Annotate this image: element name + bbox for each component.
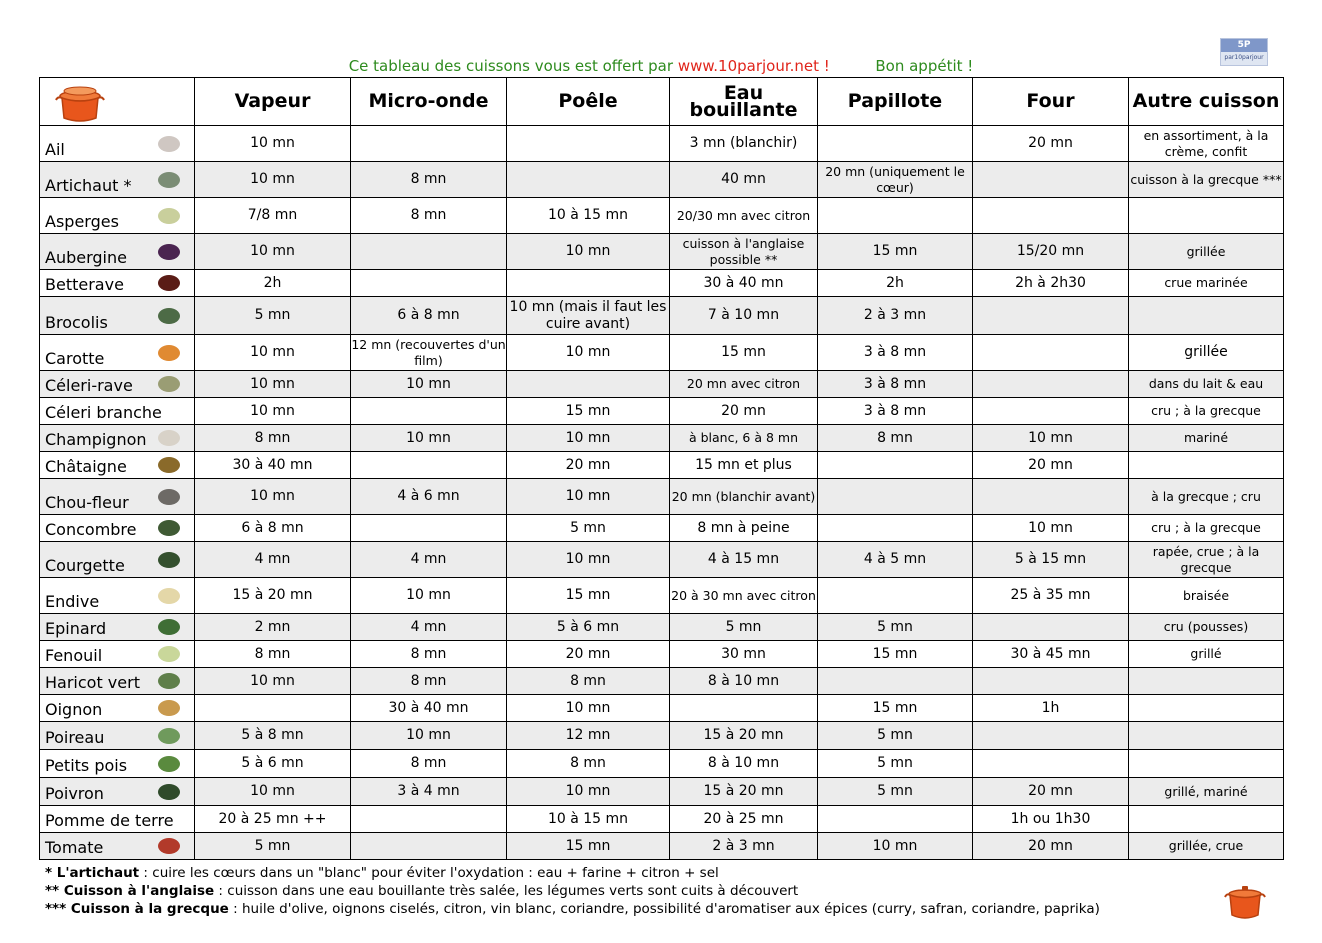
cooking-time-cell <box>351 452 507 479</box>
table-header-row <box>40 78 1284 126</box>
footnote-text: : cuisson dans une eau bouillante très salée, les légumes verts sont cuits à découvert <box>214 883 799 899</box>
cooking-time-cell: 2h à 2h30 <box>973 270 1129 297</box>
cooking-time-cell <box>1129 722 1284 750</box>
cooking-time-cell <box>973 614 1129 641</box>
vegetable-cell <box>40 198 195 234</box>
table-row <box>40 126 1284 162</box>
cooking-time-cell: 10 mn <box>195 398 351 425</box>
vegetable-cell <box>40 425 195 452</box>
pepper-icon <box>158 784 180 800</box>
cooking-time-cell <box>351 515 507 542</box>
cooking-time-cell: 10 mn <box>351 578 507 614</box>
pot-header-cell <box>40 78 195 126</box>
table-row <box>40 750 1284 778</box>
chestnut-icon <box>158 457 180 473</box>
vegetable-cell <box>40 542 195 578</box>
tomato-icon <box>158 838 180 854</box>
cooking-time-cell: 10 mn <box>973 515 1129 542</box>
column-header-micro-onde: Micro-onde <box>351 78 507 126</box>
cooking-time-cell: grillée <box>1129 335 1284 371</box>
cooking-time-cell: 10 mn <box>351 371 507 398</box>
cooking-time-cell: 15 mn <box>670 335 818 371</box>
logo <box>1220 38 1268 66</box>
cooking-time-cell: 8 à 10 mn <box>670 668 818 695</box>
table-row <box>40 806 1284 833</box>
cooking-time-cell <box>818 806 973 833</box>
table-row <box>40 542 1284 578</box>
vegetable-name: Châtaigne <box>45 457 127 476</box>
vegetable-cell <box>40 371 195 398</box>
cooking-time-cell: 15 mn <box>818 234 973 270</box>
cooking-time-cell <box>351 126 507 162</box>
zucchini-icon <box>158 552 180 568</box>
cooking-time-cell: 5 mn <box>818 750 973 778</box>
cooking-time-cell: grillé <box>1129 641 1284 668</box>
cooking-time-cell: 2h <box>195 270 351 297</box>
cooking-time-cell: 10 mn <box>195 778 351 806</box>
table-row <box>40 398 1284 425</box>
cooking-time-cell <box>351 234 507 270</box>
vegetable-name: Aubergine <box>45 248 127 267</box>
vegetable-cell <box>40 806 195 833</box>
cooking-time-cell <box>818 479 973 515</box>
cooking-time-cell: 10 mn <box>195 126 351 162</box>
cooking-time-cell: braisée <box>1129 578 1284 614</box>
leek-icon <box>158 728 180 744</box>
cooking-time-cell: 4 mn <box>195 542 351 578</box>
cooking-time-cell: 3 à 8 mn <box>818 335 973 371</box>
cooking-time-cell <box>1129 198 1284 234</box>
table-row <box>40 515 1284 542</box>
vegetable-cell <box>40 833 195 860</box>
cooking-time-cell <box>973 162 1129 198</box>
cooking-time-cell: 20 à 25 mn <box>670 806 818 833</box>
header-line <box>0 57 1322 75</box>
footnote-artichaut <box>45 864 1100 882</box>
cooking-time-cell: 7 à 10 mn <box>670 297 818 335</box>
cooking-time-cell: 10 mn <box>351 425 507 452</box>
onion-icon <box>158 700 180 716</box>
cooking-time-cell: 4 mn <box>351 614 507 641</box>
cooking-time-cell: 10 mn <box>351 722 507 750</box>
cooking-time-cell: 6 à 8 mn <box>195 515 351 542</box>
vegetable-cell <box>40 126 195 162</box>
cooking-time-cell: 40 mn <box>670 162 818 198</box>
vegetable-name: Céleri branche <box>45 403 162 422</box>
header-prefix: Ce tableau des cuissons vous est offert par <box>348 57 674 75</box>
vegetable-name: Artichaut * <box>45 176 132 195</box>
cooking-time-cell <box>1129 668 1284 695</box>
cooking-time-cell: 8 mn <box>351 641 507 668</box>
cooking-time-cell: dans du lait & eau <box>1129 371 1284 398</box>
cooking-time-cell <box>973 750 1129 778</box>
cooking-time-cell: 5 à 6 mn <box>195 750 351 778</box>
cooking-time-cell: 20 à 25 mn ++ <box>195 806 351 833</box>
cooking-time-cell: 8 mn à peine <box>670 515 818 542</box>
cooking-time-cell: 15 à 20 mn <box>670 778 818 806</box>
table-row <box>40 722 1284 750</box>
vegetable-name: Petits pois <box>45 756 128 775</box>
cooking-time-cell <box>351 398 507 425</box>
cooking-time-cell: grillée, crue <box>1129 833 1284 860</box>
column-header-autre-cuisson: Autre cuisson <box>1129 78 1284 126</box>
cooking-time-cell: 3 à 8 mn <box>818 371 973 398</box>
vegetable-name: Chou-fleur <box>45 493 129 512</box>
carrot-icon <box>158 345 180 361</box>
cooking-time-cell: rapée, crue ; à la grecque <box>1129 542 1284 578</box>
cooking-time-cell: 8 mn <box>351 668 507 695</box>
cooking-time-cell: cru (pousses) <box>1129 614 1284 641</box>
column-header-poele: Poêle <box>507 78 670 126</box>
cooking-table <box>39 77 1284 860</box>
cooking-time-cell: 7/8 mn <box>195 198 351 234</box>
artichoke-icon <box>158 172 180 188</box>
table-row <box>40 425 1284 452</box>
vegetable-name: Champignon <box>45 430 147 449</box>
cooking-time-cell: 15/20 mn <box>973 234 1129 270</box>
vegetable-cell <box>40 270 195 297</box>
cooking-time-cell: 15 à 20 mn <box>195 578 351 614</box>
table-row <box>40 668 1284 695</box>
cooking-pot-icon <box>1222 882 1268 922</box>
cooking-time-cell: 8 mn <box>195 425 351 452</box>
vegetable-cell <box>40 614 195 641</box>
cooking-time-cell: 1h ou 1h30 <box>973 806 1129 833</box>
cooking-time-cell <box>973 722 1129 750</box>
cooking-time-cell <box>351 270 507 297</box>
cooking-time-cell <box>818 668 973 695</box>
cooking-time-cell: 10 mn <box>507 335 670 371</box>
cooking-time-cell: 2 mn <box>195 614 351 641</box>
table-row <box>40 452 1284 479</box>
cooking-time-cell: 20 mn <box>670 398 818 425</box>
cooking-time-cell: 8 mn <box>351 162 507 198</box>
cooking-time-cell: 8 mn <box>507 750 670 778</box>
column-header-papillote: Papillote <box>818 78 973 126</box>
cooking-time-cell <box>818 452 973 479</box>
cooking-time-cell: grillée <box>1129 234 1284 270</box>
vegetable-name: Tomate <box>45 838 104 857</box>
cooking-time-cell: 15 mn <box>507 578 670 614</box>
vegetable-cell <box>40 479 195 515</box>
table-row <box>40 198 1284 234</box>
table-row <box>40 778 1284 806</box>
cooking-time-cell <box>507 126 670 162</box>
table-row <box>40 234 1284 270</box>
cooking-time-cell: 5 mn <box>670 614 818 641</box>
cooking-time-cell: 8 à 10 mn <box>670 750 818 778</box>
table-row <box>40 297 1284 335</box>
cooking-time-cell: 3 à 4 mn <box>351 778 507 806</box>
cooking-time-cell: 10 mn <box>507 778 670 806</box>
cooking-time-cell: en assortiment, à la crème, confit <box>1129 126 1284 162</box>
footnote-anglaise <box>45 882 1100 900</box>
mushroom-icon <box>158 430 180 446</box>
cooking-time-cell <box>195 695 351 722</box>
table-row <box>40 695 1284 722</box>
cooking-time-cell: 10 mn <box>507 479 670 515</box>
cooking-time-cell <box>818 515 973 542</box>
vegetable-cell <box>40 695 195 722</box>
vegetable-cell <box>40 641 195 668</box>
vegetable-name: Pomme de terre <box>45 811 174 830</box>
vegetable-name: Endive <box>45 592 100 611</box>
broccoli-icon <box>158 308 180 324</box>
vegetable-cell <box>40 335 195 371</box>
cooking-time-cell: 20 mn <box>973 778 1129 806</box>
cooking-time-cell: 3 mn (blanchir) <box>670 126 818 162</box>
vegetable-cell <box>40 778 195 806</box>
cooking-time-cell: 20 mn <box>973 126 1129 162</box>
cooking-time-cell: cru ; à la grecque <box>1129 515 1284 542</box>
cooking-time-cell <box>507 371 670 398</box>
vegetable-name: Oignon <box>45 700 103 719</box>
footnote-text: : cuire les cœurs dans un "blanc" pour éviter l'oxydation : eau + farine + citron + sel <box>139 865 719 881</box>
table-row <box>40 162 1284 198</box>
vegetable-name: Courgette <box>45 556 125 575</box>
cooking-time-cell: 10 mn <box>973 425 1129 452</box>
cooking-pot-icon <box>52 82 108 124</box>
vegetable-cell <box>40 162 195 198</box>
cooking-time-cell: 10 mn (mais il faut les cuire avant) <box>507 297 670 335</box>
cooking-time-cell: 25 à 35 mn <box>973 578 1129 614</box>
cooking-time-cell <box>1129 452 1284 479</box>
cooking-time-cell <box>1129 750 1284 778</box>
cooking-time-cell: 4 à 5 mn <box>818 542 973 578</box>
footnote-label: *** Cuisson à la grecque <box>45 901 229 917</box>
cooking-time-cell: 20 mn (blanchir avant) <box>670 479 818 515</box>
cooking-time-cell: 10 mn <box>507 234 670 270</box>
vegetable-cell <box>40 515 195 542</box>
cooking-time-cell: 30 à 40 mn <box>670 270 818 297</box>
cooking-time-cell: 5 mn <box>818 614 973 641</box>
eggplant-icon <box>158 244 180 260</box>
vegetable-name: Haricot vert <box>45 673 140 692</box>
spinach-icon <box>158 619 180 635</box>
footnote-grecque <box>45 900 1100 918</box>
cooking-time-cell: 8 mn <box>507 668 670 695</box>
cooking-time-cell <box>973 198 1129 234</box>
footnote-label: * L'artichaut <box>45 865 140 881</box>
vegetable-name: Betterave <box>45 275 124 294</box>
vegetable-name: Carotte <box>45 349 105 368</box>
cooking-time-cell: 2h <box>818 270 973 297</box>
logo-bottom: par10parjour <box>1224 54 1264 61</box>
cooking-time-cell: 8 mn <box>351 198 507 234</box>
cooking-time-cell: 5 mn <box>195 297 351 335</box>
cooking-time-cell <box>818 126 973 162</box>
cooking-time-cell: 5 à 15 mn <box>973 542 1129 578</box>
vegetable-name: Asperges <box>45 212 119 231</box>
cooking-time-cell: 10 mn <box>195 668 351 695</box>
cooking-time-cell: crue marinée <box>1129 270 1284 297</box>
cooking-time-cell <box>818 578 973 614</box>
cooking-time-cell: 8 mn <box>195 641 351 668</box>
cooking-time-cell: 3 à 8 mn <box>818 398 973 425</box>
cooking-time-cell: 12 mn (recouvertes d'un film) <box>351 335 507 371</box>
cooking-time-cell <box>1129 297 1284 335</box>
cooking-time-cell <box>818 198 973 234</box>
cooking-time-cell: 5 à 6 mn <box>507 614 670 641</box>
cooking-time-cell: 6 à 8 mn <box>351 297 507 335</box>
cooking-time-cell <box>973 335 1129 371</box>
cooking-time-cell: 15 mn <box>818 641 973 668</box>
cooking-time-cell: 10 mn <box>195 335 351 371</box>
cooking-time-cell: 5 mn <box>195 833 351 860</box>
green-bean-icon <box>158 673 180 689</box>
cooking-time-cell <box>507 162 670 198</box>
cooking-time-cell <box>351 833 507 860</box>
cooking-time-cell: 20 mn avec citron <box>670 371 818 398</box>
vegetable-cell <box>40 452 195 479</box>
cooking-time-cell: 5 à 8 mn <box>195 722 351 750</box>
vegetable-cell <box>40 578 195 614</box>
cooking-time-cell: grillé, mariné <box>1129 778 1284 806</box>
cooking-time-cell: mariné <box>1129 425 1284 452</box>
column-header-vapeur: Vapeur <box>195 78 351 126</box>
vegetable-cell <box>40 234 195 270</box>
celeriac-icon <box>158 376 180 392</box>
table-body <box>40 126 1284 860</box>
cooking-time-cell <box>973 371 1129 398</box>
vegetable-name: Fenouil <box>45 646 103 665</box>
cooking-time-cell: 10 mn <box>507 425 670 452</box>
cooking-time-cell: 15 mn et plus <box>670 452 818 479</box>
header-site-link[interactable]: www.10parjour.net ! <box>677 57 830 75</box>
table-row <box>40 833 1284 860</box>
vegetable-name: Céleri-rave <box>45 376 133 395</box>
footnote-label: ** Cuisson à l'anglaise <box>45 883 215 899</box>
table-row <box>40 578 1284 614</box>
cooking-time-cell <box>1129 806 1284 833</box>
cooking-time-cell: cuisson à l'anglaise possible ** <box>670 234 818 270</box>
cooking-time-cell: 10 mn <box>818 833 973 860</box>
cooking-time-cell <box>973 297 1129 335</box>
table-row <box>40 479 1284 515</box>
cooking-time-cell: 5 mn <box>507 515 670 542</box>
garlic-icon <box>158 136 180 152</box>
cooking-time-cell: 4 à 6 mn <box>351 479 507 515</box>
vegetable-cell <box>40 668 195 695</box>
logo-top: 5P <box>1221 39 1267 52</box>
cooking-time-cell: 20 mn <box>973 833 1129 860</box>
cooking-time-cell: 5 mn <box>818 722 973 750</box>
cooking-time-cell: 4 à 15 mn <box>670 542 818 578</box>
beetroot-icon <box>158 275 180 291</box>
cooking-time-cell: 10 à 15 mn <box>507 198 670 234</box>
table-row <box>40 641 1284 668</box>
cooking-time-cell: 20 mn <box>507 641 670 668</box>
cooking-time-cell: 30 mn <box>670 641 818 668</box>
vegetable-cell <box>40 750 195 778</box>
table-row <box>40 335 1284 371</box>
cooking-time-cell <box>973 398 1129 425</box>
cooking-time-cell: 8 mn <box>818 425 973 452</box>
vegetable-name: Epinard <box>45 619 107 638</box>
cooking-time-cell: 15 mn <box>818 695 973 722</box>
cooking-time-cell: 1h <box>973 695 1129 722</box>
cooking-time-cell: 15 mn <box>507 833 670 860</box>
cooking-time-cell: cru ; à la grecque <box>1129 398 1284 425</box>
vegetable-name: Poireau <box>45 728 105 747</box>
header-greeting: Bon appétit ! <box>875 57 974 75</box>
cooking-time-cell: 10 mn <box>507 542 670 578</box>
cooking-time-cell: 30 à 40 mn <box>351 695 507 722</box>
cooking-time-cell: 20 mn <box>973 452 1129 479</box>
cooking-time-cell: 2 à 3 mn <box>818 297 973 335</box>
cooking-time-cell <box>351 806 507 833</box>
footnote-text: : huile d'olive, oignons ciselés, citron, vin blanc, coriandre, possibilité d'aromatiser aux épices (curry, safran, coriandre, paprika) <box>228 901 1100 917</box>
table-row <box>40 270 1284 297</box>
cooking-time-cell: 20 à 30 mn avec citron <box>670 578 818 614</box>
cooking-time-cell <box>507 270 670 297</box>
column-header-four: Four <box>973 78 1129 126</box>
cooking-time-cell: 20 mn (uniquement le cœur) <box>818 162 973 198</box>
cooking-time-cell: cuisson à la grecque *** <box>1129 162 1284 198</box>
cooking-time-cell <box>670 695 818 722</box>
cooking-time-cell <box>973 668 1129 695</box>
vegetable-cell <box>40 722 195 750</box>
cooking-time-cell: 30 à 40 mn <box>195 452 351 479</box>
cooking-time-cell: 10 à 15 mn <box>507 806 670 833</box>
footnotes <box>45 864 1100 918</box>
vegetable-name: Concombre <box>45 520 137 539</box>
cooking-time-cell: 12 mn <box>507 722 670 750</box>
endive-icon <box>158 588 180 604</box>
vegetable-cell <box>40 297 195 335</box>
cooking-time-cell: 10 mn <box>195 371 351 398</box>
cooking-time-cell: 30 à 45 mn <box>973 641 1129 668</box>
cooking-time-cell: 10 mn <box>195 479 351 515</box>
cooking-time-cell: 10 mn <box>195 162 351 198</box>
cooking-time-cell: 20/30 mn avec citron <box>670 198 818 234</box>
cooking-time-cell: 10 mn <box>507 695 670 722</box>
vegetable-cell <box>40 398 195 425</box>
table-row <box>40 614 1284 641</box>
fennel-icon <box>158 646 180 662</box>
cooking-time-cell: 15 mn <box>507 398 670 425</box>
cauliflower-icon <box>158 489 180 505</box>
cooking-time-cell: à la grecque ; cru <box>1129 479 1284 515</box>
cooking-time-cell <box>973 479 1129 515</box>
cooking-time-cell <box>1129 695 1284 722</box>
cooking-time-cell: 8 mn <box>351 750 507 778</box>
column-header-eau-bouillante: Eau bouillante <box>670 78 818 126</box>
table-row <box>40 371 1284 398</box>
peas-icon <box>158 756 180 772</box>
cooking-time-cell: 4 mn <box>351 542 507 578</box>
cooking-time-cell: 15 à 20 mn <box>670 722 818 750</box>
cooking-time-cell: 5 mn <box>818 778 973 806</box>
cooking-time-cell: 20 mn <box>507 452 670 479</box>
cucumber-icon <box>158 520 180 536</box>
cooking-time-cell: 10 mn <box>195 234 351 270</box>
cooking-time-cell: à blanc, 6 à 8 mn <box>670 425 818 452</box>
asparagus-icon <box>158 208 180 224</box>
cooking-time-cell: 2 à 3 mn <box>670 833 818 860</box>
vegetable-name: Poivron <box>45 784 104 803</box>
vegetable-name: Ail <box>45 140 65 159</box>
vegetable-name: Brocolis <box>45 313 108 332</box>
